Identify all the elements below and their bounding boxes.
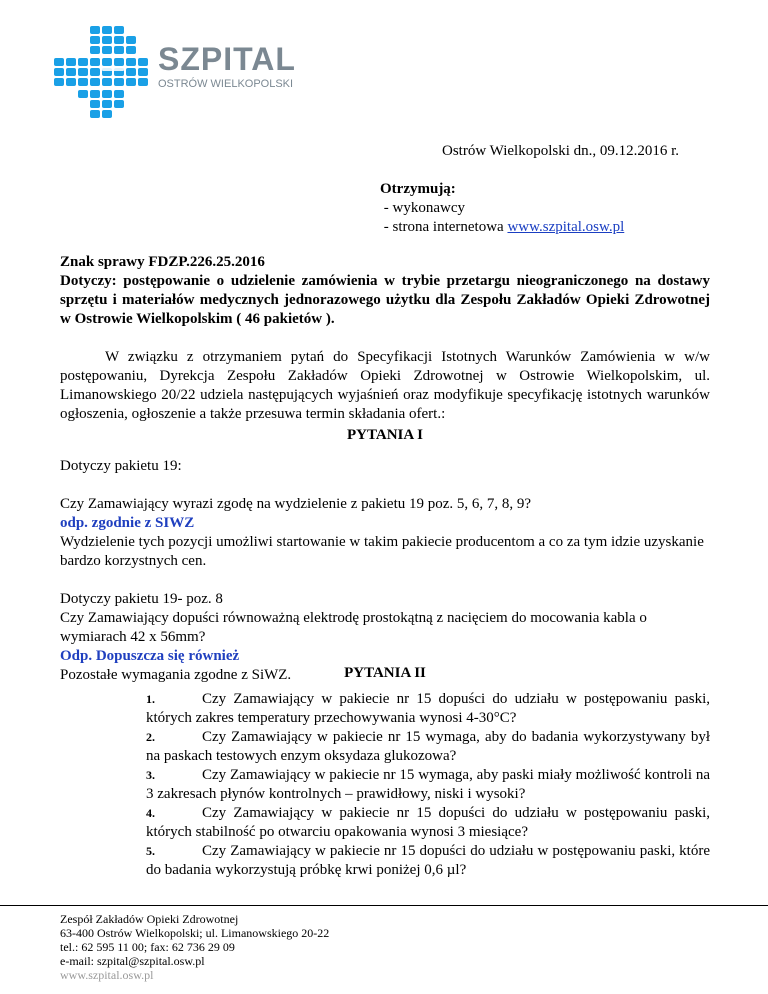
recipient-website	[380, 218, 720, 237]
question-item	[146, 766, 710, 804]
question-number: 5.	[146, 844, 155, 858]
case-info	[60, 253, 710, 329]
question-item	[146, 804, 710, 842]
footer-divider	[0, 905, 768, 906]
section1-body	[60, 457, 710, 685]
question-text: Czy Zamawiający w pakiecie nr 15 dopuści do udziału w postępowaniu paski, których stabilność po otwarciu opakowania wynosi 3 miesiące?	[146, 805, 710, 840]
website-link[interactable]: www.szpital.osw.pl	[507, 219, 625, 235]
question-text: Czy Zamawiający w pakiecie nr 15 dopuści do udziału w postępowaniu paski, które do badania wykorzystują próbkę krwi poniżej 0,6 µl?	[146, 843, 710, 878]
section2-list	[146, 690, 710, 880]
case-subject: Dotyczy: postępowanie o udzielenie zamówienia w trybie przetargu nieograniczonego na dostawy sprzętu i materiałów medycznych jednorazowego użytku dla Zespołu Zakładów Opieki Zdrowotnej w Ostrowie Wielkopolskim ( 46 pakietów ).	[60, 273, 710, 327]
section2-heading: PYTANIA II	[344, 665, 426, 681]
section1-heading: PYTANIA I	[347, 427, 423, 443]
q1-question: Czy Zamawiający wyrazi zgodę na wydzielenie z pakietu 19 poz. 5, 6, 7, 8, 9?	[60, 496, 532, 512]
recipients	[380, 180, 720, 237]
question-text: Czy Zamawiający w pakiecie nr 15 wymaga, aby paski miały możliwość kontroli na 3 zakresach płynów kontrolnych – prawidłowy, niski i wysoki?	[146, 767, 710, 802]
footer-email: e-mail: szpital@szpital.osw.pl	[60, 954, 205, 968]
intro-paragraph: W związku z otrzymaniem pytań do Specyfikacji Istotnych Warunków Zamówienia w w/w postępowaniu, Dyrekcja Zespołu Zakładów Opieki Zdrowotnej w Ostrowie Wielkopolskim, ul. Limanowskiego 20/22 udziela następujących wyjaśnień oraz modyfikuje specyfikację istotnych warunków ogłoszenia, ogłoszenie a także przesuwa termin składania ofert.:	[60, 349, 710, 422]
logo-name: SZPITAL	[158, 41, 296, 77]
recipient-contractors: - wykonawcy	[380, 200, 465, 216]
question-item	[146, 728, 710, 766]
q1-reference: Dotyczy pakietu 19:	[60, 458, 182, 474]
footer-address: 63-400 Ostrów Wielkopolski; ul. Limanowskiego 20-22	[60, 926, 330, 940]
footer-phone: tel.: 62 595 11 00; fax: 62 736 29 09	[60, 940, 235, 954]
case-number: Znak sprawy FDZP.226.25.2016	[60, 254, 265, 270]
question-text: Czy Zamawiający w pakiecie nr 15 wymaga, aby do badania wykorzystywany był na paskach testowych enzym oksydaza glukozowa?	[146, 729, 710, 764]
recipient-website-label: - strona internetowa	[380, 219, 508, 235]
footer-website: www.szpital.osw.pl	[60, 968, 154, 982]
question-item	[146, 842, 710, 880]
q2-reference: Dotyczy pakietu 19- poz. 8	[60, 591, 223, 607]
q2-note: Pozostałe wymagania zgodne z SiWZ.	[60, 667, 292, 683]
question-text: Czy Zamawiający w pakiecie nr 15 dopuści do udziału w postępowaniu paski, których zakres temperatury przechowywania wynosi 4-30°C?	[146, 691, 710, 726]
q1-note: Wydzielenie tych pozycji umożliwi startowanie w takim pakiecie producentom a co za tym idzie uzyskanie bardzo korzystnych cen.	[60, 534, 704, 569]
q2-question: Czy Zamawiający dopuści równoważną elektrodę prostokątną z nacięciem do mocowania kabla o wymiarach 42 x 56mm?	[60, 610, 647, 645]
cross-dots-icon	[54, 26, 148, 118]
question-number: 4.	[146, 806, 155, 820]
question-item	[146, 690, 710, 728]
question-number: 1.	[146, 692, 155, 706]
footer	[60, 912, 329, 982]
logo-text	[158, 42, 296, 91]
question-number: 2.	[146, 730, 155, 744]
logo-subtitle: OSTRÓW WIELKOPOLSKI	[158, 78, 294, 90]
q2-answer: Odp. Dopuszcza się również	[60, 648, 240, 664]
recipients-heading: Otrzymują:	[380, 181, 456, 197]
footer-org: Zespół Zakładów Opieki Zdrowotnej	[60, 912, 239, 926]
date-line: Ostrów Wielkopolski dn., 09.12.2016 r.	[442, 143, 680, 159]
q1-answer: odp. zgodnie z SIWZ	[60, 515, 195, 531]
question-number: 3.	[146, 768, 155, 782]
